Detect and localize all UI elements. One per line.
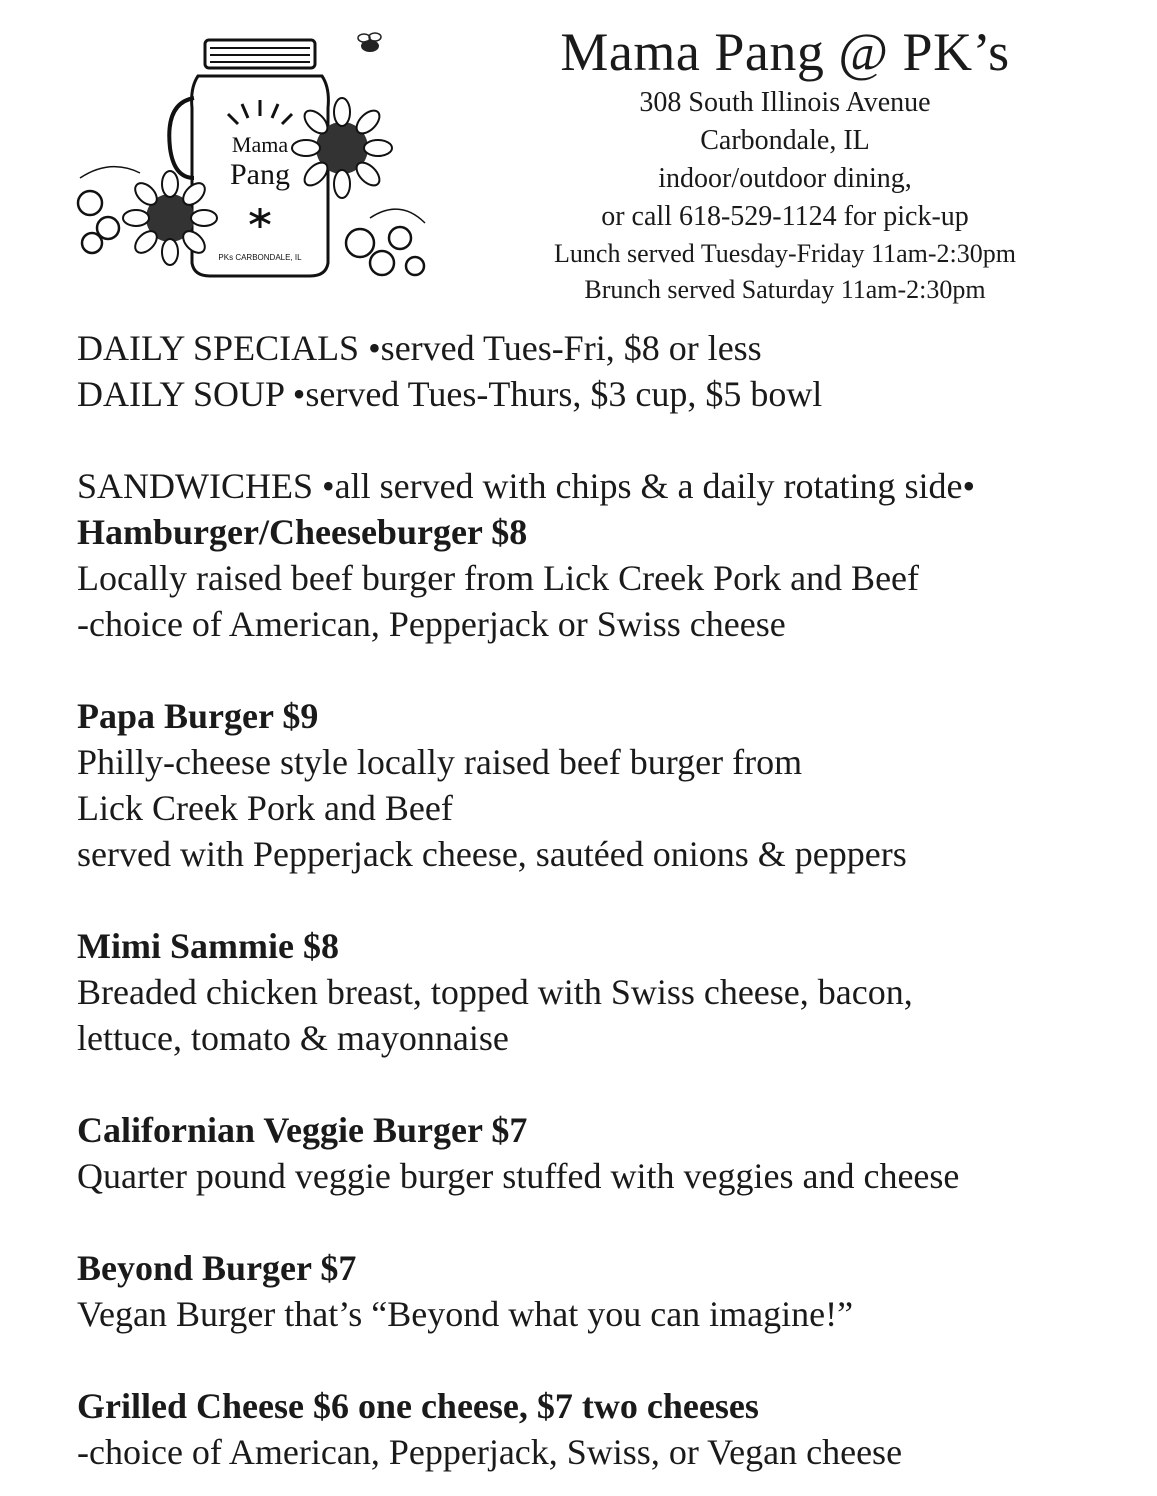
menu-item (77, 509, 1147, 647)
item-desc: served with Pepperjack cheese, sautéed onions & peppers (77, 834, 907, 874)
menu-item (77, 923, 1147, 1061)
menu-item (77, 1245, 1147, 1337)
restaurant-header (440, 20, 1130, 308)
item-desc: Lick Creek Pork and Beef (77, 788, 453, 828)
item-name: Beyond Burger $7 (77, 1248, 357, 1288)
item-name: Hamburger/Cheeseburger $8 (77, 512, 528, 552)
dining-line: indoor/outdoor dining, (658, 163, 912, 194)
menu-item (77, 693, 1147, 877)
menu-item (77, 1107, 1147, 1199)
item-desc: Quarter pound veggie burger stuffed with veggies and cheese (77, 1156, 960, 1196)
sandwiches-heading: SANDWICHES •all served with chips & a daily rotating side• (77, 466, 976, 506)
daily-soup: DAILY SOUP •served Tues-Thurs, $3 cup, $5 bowl (77, 374, 823, 414)
item-name: Grilled Cheese $6 one cheese, $7 two cheeses (77, 1386, 759, 1426)
sunflower-icon (292, 98, 392, 198)
menu-body (77, 325, 1147, 1475)
daily-specials: DAILY SPECIALS •served Tues-Fri, $8 or less (77, 328, 762, 368)
sunflower-icon (123, 171, 217, 265)
item-desc: Vegan Burger that’s “Beyond what you can imagine!” (77, 1294, 854, 1334)
item-name: Papa Burger $9 (77, 696, 319, 736)
mama-pang-logo (70, 28, 430, 286)
phone-line: or call 618-529-1124 for pick-up (601, 201, 969, 232)
mason-jar-sunflower-illustration-icon (70, 28, 430, 286)
city-line: Carbondale, IL (700, 125, 870, 156)
logo-caption: PKs CARBONDALE, IL (218, 253, 302, 262)
item-desc: Breaded chicken breast, topped with Swiss cheese, bacon, (77, 972, 913, 1012)
lunch-hours: Lunch served Tuesday-Friday 11am-2:30pm (554, 239, 1016, 268)
logo-text-pang: Pang (230, 158, 290, 191)
bee-icon (358, 33, 381, 52)
item-desc: lettuce, tomato & mayonnaise (77, 1018, 509, 1058)
item-desc: Philly-cheese style locally raised beef burger from (77, 742, 803, 782)
item-name: Californian Veggie Burger $7 (77, 1110, 528, 1150)
logo-text-mama: Mama (231, 132, 289, 157)
item-name: Mimi Sammie $8 (77, 926, 339, 966)
menu-item (77, 1383, 1147, 1475)
restaurant-title: Mama Pang @ PK’s (560, 22, 1010, 82)
item-desc: -choice of American, Pepperjack, Swiss, or Vegan cheese (77, 1432, 903, 1472)
address-line: 308 South Illinois Avenue (639, 87, 931, 118)
item-desc: Locally raised beef burger from Lick Creek Pork and Beef (77, 558, 920, 598)
item-desc: -choice of American, Pepperjack or Swiss cheese (77, 604, 786, 644)
brunch-hours: Brunch served Saturday 11am-2:30pm (584, 275, 986, 304)
